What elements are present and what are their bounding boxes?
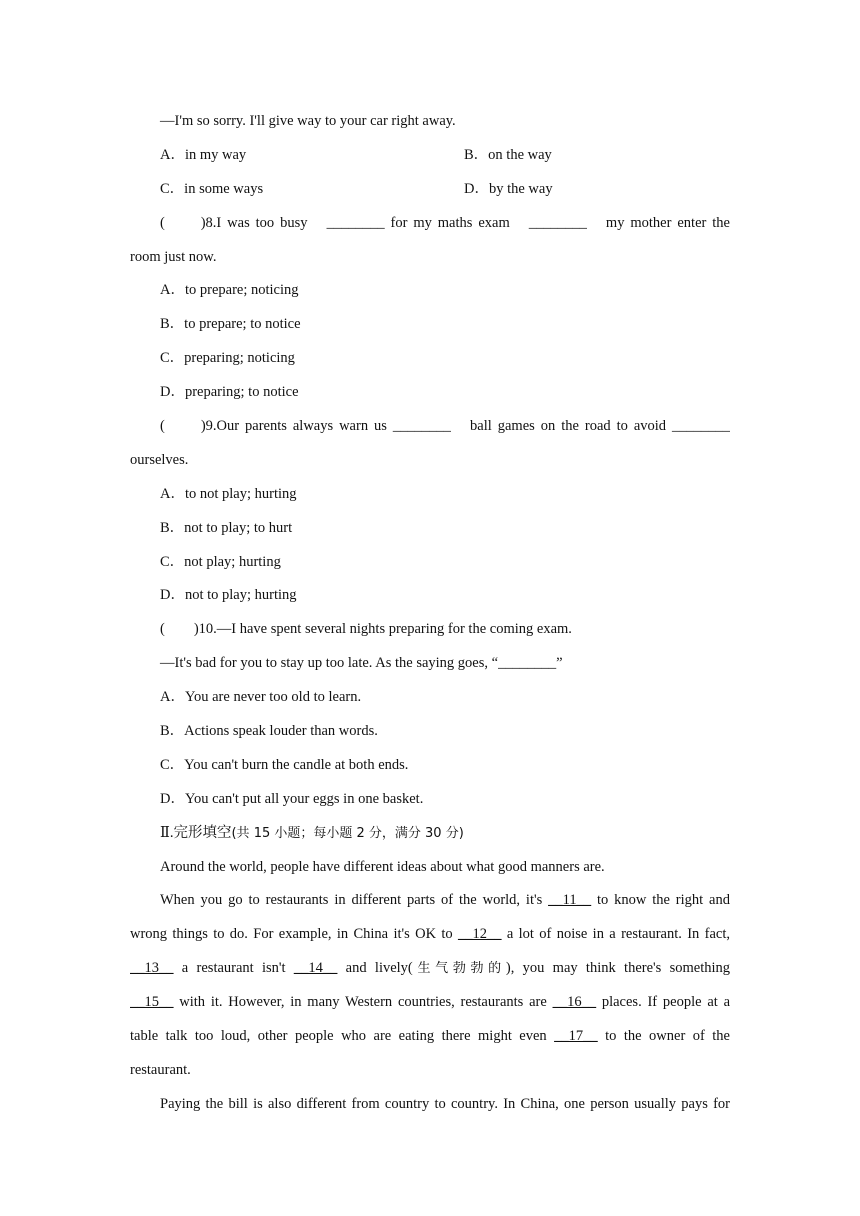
text-run: table talk too loud, other people who are eating there might even — [130, 1028, 555, 1045]
blank-15: __15__ — [130, 994, 174, 1011]
section-title: Ⅱ.完形填空 — [160, 824, 232, 841]
q8-stem: ( )8.I was too busy ________ for my maths exam ________ my mother enter the — [160, 214, 730, 231]
q7-reply: —I'm so sorry. I'll give way to your car right away. — [160, 113, 456, 129]
text-run: a restaurant isn't — [173, 960, 294, 977]
q7-option-a: A．in my way — [160, 146, 247, 163]
text-run: and lively( — [337, 960, 413, 977]
blank-16: __16__ — [552, 994, 597, 1011]
q10-reply: —It's bad for you to stay up too late. As the saying goes, “________” — [160, 655, 563, 672]
text-run: When you go to restaurants in different parts of the world, it's — [160, 892, 549, 909]
text-run: places. If people at a — [596, 994, 730, 1011]
text-run: ), you may think there's something — [505, 960, 730, 977]
q9-option-d: D．not to play; hurting — [160, 587, 297, 604]
q8-option-d: D．preparing; to notice — [160, 384, 299, 401]
chinese-gloss: 生气勃勃的 — [412, 961, 506, 977]
cloze-paragraph-2-line-6: restaurant. — [130, 1061, 191, 1078]
q9-option-b: B．not to play; to hurt — [160, 519, 293, 536]
cloze-paragraph-2-line-5 — [130, 1020, 730, 1054]
q7-options-row-2 — [130, 173, 730, 207]
q10-stem: ( )10.—I have spent several nights preparing for the coming exam. — [160, 621, 572, 638]
cloze-paragraph-2-line-1 — [130, 884, 730, 918]
q10-option-d: D．You can't put all your eggs in one basket. — [160, 790, 424, 807]
q9-option-c: C．not play; hurting — [160, 553, 281, 570]
q10-option-b: B．Actions speak louder than words. — [160, 723, 378, 740]
text-run: to know the right and — [591, 892, 730, 909]
cloze-paragraph-3: Paying the bill is also different from country to country. In China, one person usually pays for — [160, 1095, 730, 1112]
text-run: wrong things to do. For example, in China it's OK to — [130, 926, 459, 943]
text-run: to the owner of the — [597, 1028, 730, 1045]
cloze-paragraph-2-line-4 — [130, 986, 730, 1020]
q10-option-a: A．You are never too old to learn. — [160, 689, 362, 706]
q7-option-d: D．by the way — [464, 180, 553, 197]
q7-option-b: B．on the way — [464, 146, 552, 163]
q10-option-c: C．You can't burn the candle at both ends. — [160, 756, 409, 773]
q8-option-c: C．preparing; noticing — [160, 350, 295, 367]
q9-stem-continued: ourselves. — [130, 451, 189, 468]
q8-option-a: A．to prepare; noticing — [160, 282, 299, 299]
q8-stem-continued: room just now. — [130, 248, 217, 265]
cloze-paragraph-1: Around the world, people have different ideas about what good manners are. — [160, 858, 605, 875]
text-run: a lot of noise in a restaurant. In fact, — [501, 926, 730, 943]
section-note: (共 15 小题；每小题 2 分，满分 30 分) — [231, 825, 464, 841]
section-heading — [130, 817, 730, 851]
blank-14: __14__ — [293, 960, 338, 977]
blank-17: __17__ — [554, 1028, 598, 1045]
blank-13: __13__ — [130, 960, 174, 977]
q7-options-row-1 — [130, 139, 730, 173]
q7-option-c: C．in some ways — [160, 180, 264, 197]
blank-11: __11__ — [548, 892, 592, 909]
q9-stem: ( )9.Our parents always warn us ________ ball games on the road to avoid ________ — [160, 418, 730, 435]
text-run: with it. However, in many Western countries, restaurants are — [173, 994, 553, 1011]
cloze-paragraph-2-line-2 — [130, 918, 730, 952]
q9-option-a: A．to not play; hurting — [160, 485, 297, 502]
q8-option-b: B．to prepare; to notice — [160, 316, 301, 333]
blank-12: __12__ — [458, 926, 502, 943]
cloze-paragraph-2-line-3 — [130, 952, 730, 986]
document-page — [130, 105, 730, 1122]
